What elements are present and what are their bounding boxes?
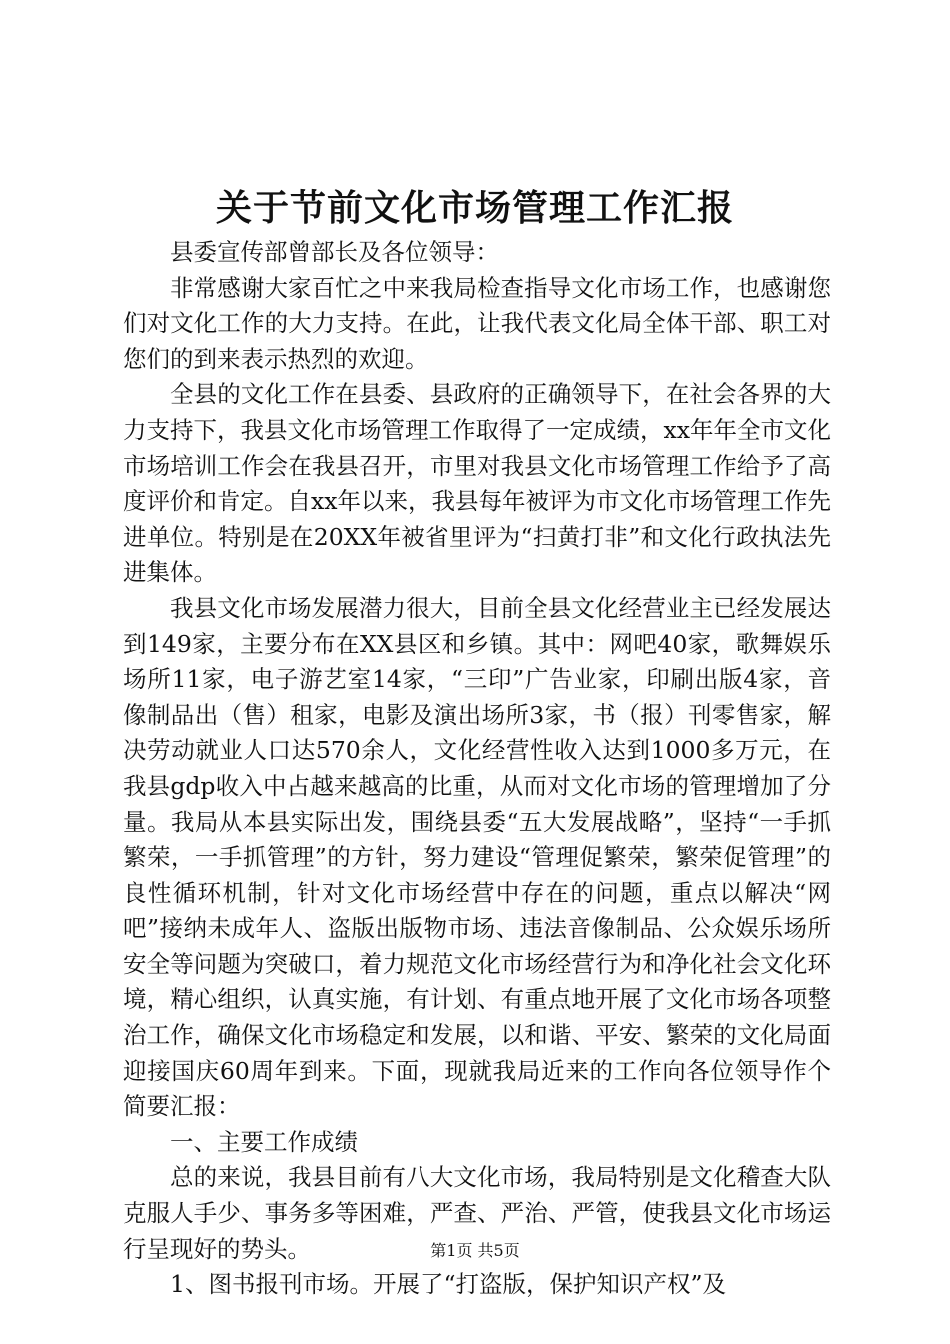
document-title: 关于节前文化市场管理工作汇报 [215, 187, 734, 229]
section-heading: 一、主要工作成绩 [170, 1127, 358, 1156]
page-footer: 第1页 共5页 [430, 1241, 520, 1260]
market-overview-paragraph: 我县文化市场发展潜力很大，目前全县文化经营业主已经发展达到149家，主要分布在XX县区和乡镇。其中：网吧40家，歌舞娱乐场所11家，电子游艺室14家，“三印”广告业家，印刷出版4家，音像制品出（售）租家，电影及演出场所3家，书（报）刊零售家，解决劳动就业人口达570余人，文化经营性收入达到1000多万元，在我县gdp收入中占越来越高的比重，从而对文化市场的管理增加了分量。我局从本县实际出发，围绕县委“五大发展战略”，坚持“一手抓繁荣，一手抓管理”的方针，努力建设“管理促繁荣，繁荣促管理”的良性循环机制，针对文化市场经营中存在的问题，重点以解决“网吧”接纳未成年人、盗版出版物市场、违法音像制品、公众娱乐场所安全等问题为突破口，着力规范文化市场经营行为和净化社会文化环境，精心组织，认真实施，有计划、有重点地开展了文化市场各项整治工作，确保文化市场稳定和发展，以和谐、平安、繁荣的文化局面迎接国庆60周年到来。下面，现就我局近来的工作向各位领导作个简要汇报： [123, 593, 831, 1121]
achievements-paragraph: 全县的文化工作在县委、县政府的正确领导下，在社会各界的大力支持下，我县文化市场管理工作取得了一定成绩，xx年年全市文化市场培训工作会在我县召开，市里对我县文化市场管理工作给予了高度评价和肯定。自xx年以来，我县每年被评为市文化市场管理工作先进单位。特别是在20XX年被省里评为“扫黄打非”和文化行政执法先进集体。 [123, 380, 832, 587]
summary-paragraph: 总的来说，我县目前有八大文化市场，我局特别是文化稽查大队克服人手少、事务多等困难，严查、严治、严管，使我县文化市场运行呈现好的势头。 [123, 1163, 831, 1263]
salutation-paragraph: 县委宣传部曾部长及各位领导： [170, 238, 499, 266]
document-body [123, 235, 831, 1303]
book-market-paragraph: 1、图书报刊市场。开展了“打盗版，保护知识产权”及 [170, 1270, 726, 1299]
welcome-paragraph: 非常感谢大家百忙之中来我局检查指导文化市场工作，也感谢您们对文化工作的大力支持。在此，让我代表文化局全体干部、职工对您们的到来表示热烈的欢迎。 [123, 273, 831, 373]
